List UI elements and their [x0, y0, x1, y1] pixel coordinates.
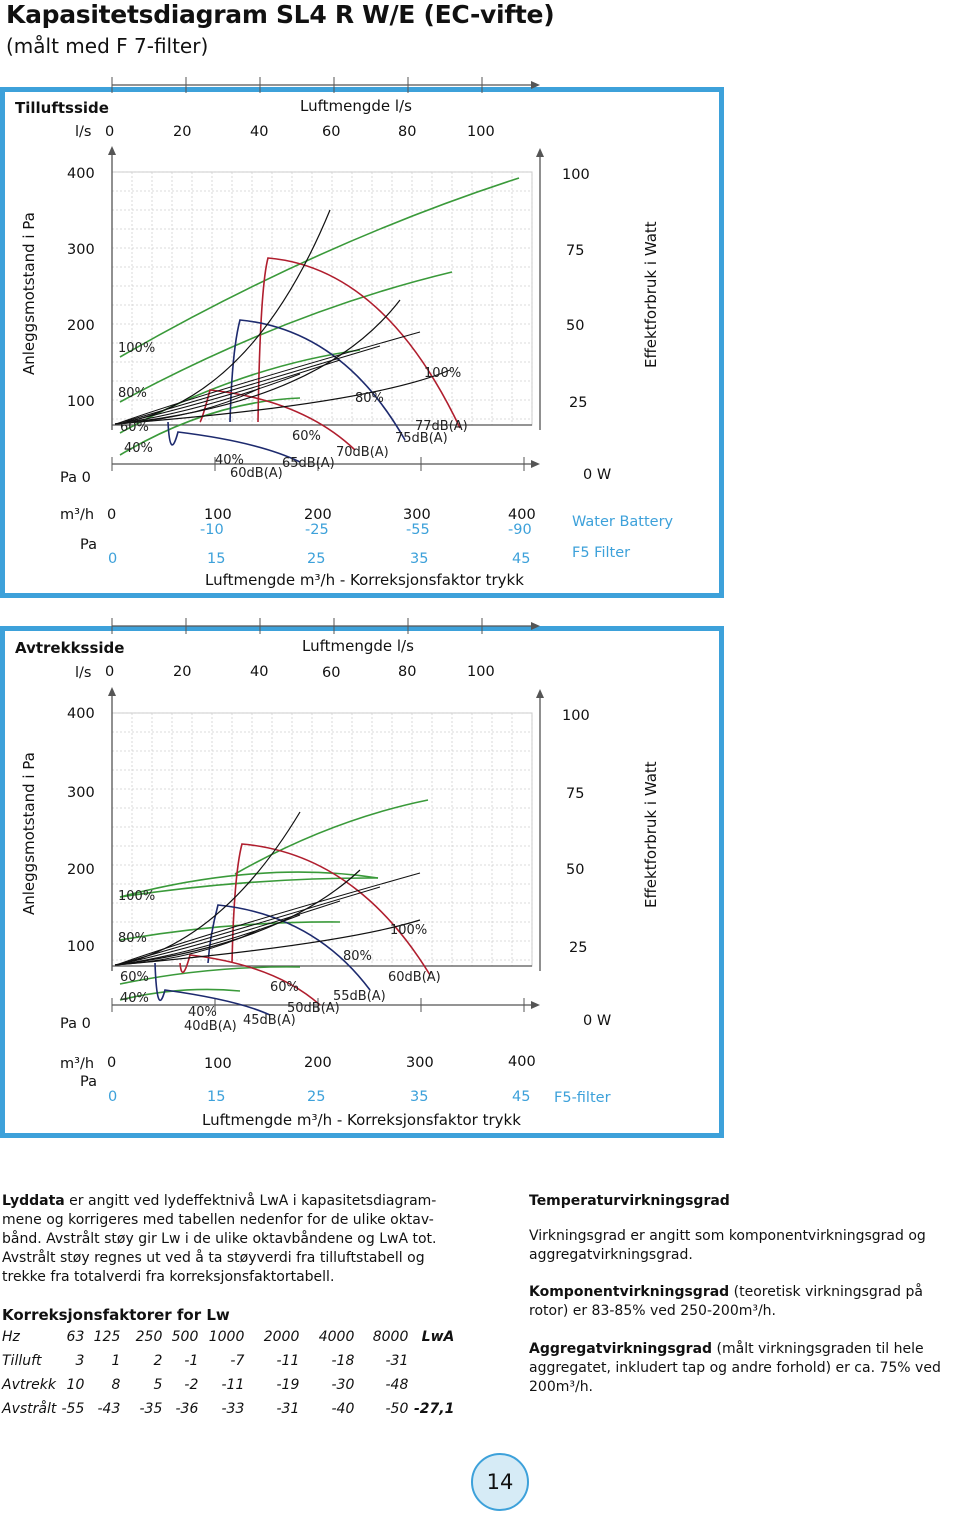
exhaust-pa-zero: Pa 0	[60, 1016, 91, 1032]
supply-ls-tick: 80	[398, 124, 417, 140]
correction-table-title: Korreksjonsfaktorer for Lw	[2, 1306, 230, 1324]
aggregate-efficiency	[529, 1340, 949, 1397]
table-cell: 1000	[208, 1329, 245, 1345]
page-number: 14	[471, 1453, 529, 1511]
curve-label: 55dB(A)	[333, 989, 386, 1004]
component-efficiency-bold: Komponentvirkningsgrad	[529, 1284, 730, 1300]
table-cell: -35	[139, 1401, 163, 1417]
table-cell: 8	[111, 1377, 121, 1393]
exhaust-title: Avtrekksside	[15, 639, 125, 657]
exhaust-ls-tick: 20	[173, 664, 192, 680]
table-cell: -40	[331, 1401, 355, 1417]
curve-label: 60dB(A)	[388, 970, 441, 985]
supply-left-axis-title: Anleggsmotstand i Pa	[20, 212, 38, 375]
supply-top-axis-title: Luftmengde l/s	[300, 97, 412, 115]
supply-water-corr: -25	[305, 522, 329, 538]
supply-m3h-tick: 300	[403, 507, 431, 523]
exhaust-f5-corr: 45	[512, 1089, 531, 1105]
supply-legend-filter: F5 Filter	[572, 545, 631, 561]
table-cell: 3	[75, 1353, 85, 1369]
exhaust-pa-tick: 200	[67, 862, 95, 878]
supply-w-zero: 0 W	[583, 467, 612, 483]
exhaust-f5-corr: 15	[207, 1089, 226, 1105]
supply-pa-tick: 200	[67, 318, 95, 334]
supply-ls-tick: 20	[173, 124, 192, 140]
pressure-curve	[180, 955, 320, 1005]
table-cell: 2000	[263, 1329, 300, 1345]
curve-label: 40%	[215, 453, 244, 468]
supply-ls-unit: l/s	[75, 124, 92, 140]
curve-label: 60%	[120, 420, 149, 435]
curve-label: 60%	[292, 429, 321, 444]
table-cell: -11	[276, 1353, 300, 1369]
supply-right-axis-title: Effektforbruk i Watt	[642, 221, 660, 368]
exhaust-w-tick: 25	[569, 940, 588, 956]
lyddata-text: er angitt ved lydeffektnivå LwA i kapasitetsdiagram-mene og korrigeres med tabellen nedenfor for de ulike oktav-bånd. Avstrålt støy gir Lw i de ulike oktavbåndene og LwA tot. Avstrålt støy regnes ut ved å ta støyverdi fra tilluftstabell og trekke fra totalverdi fra korreksjonsfaktortabell.	[2, 1193, 437, 1285]
table-row	[2, 1325, 454, 1349]
supply-pa-zero: Pa 0	[60, 470, 91, 486]
curve-label: 40%	[120, 991, 149, 1006]
curve-label: 40%	[188, 1005, 217, 1020]
correction-table	[2, 1325, 454, 1421]
table-row	[2, 1349, 454, 1373]
supply-bottom-axis-title: Luftmengde m³/h - Korreksjonsfaktor trykk	[205, 571, 524, 589]
curve-label: 60dB(A)	[230, 466, 283, 481]
exhaust-w-tick: 75	[566, 786, 585, 802]
curve-label: 40%	[124, 441, 153, 456]
table-cell: 1	[111, 1353, 121, 1369]
component-efficiency-text: (teoretisk virkningsgrad på rotor) er 83-85% ved 250-200m³/h.	[529, 1284, 923, 1319]
curve-label: 80%	[343, 949, 372, 964]
table-cell: Avtrekk	[2, 1377, 56, 1393]
aggregate-efficiency-text: (målt virkningsgraden til hele aggregatet, inkludert tap og andre forhold) er ca. 75% ved 200m³/h.	[529, 1341, 941, 1395]
exhaust-m3h-tick: 400	[508, 1054, 536, 1070]
table-cell: LwA	[421, 1329, 455, 1345]
supply-m3h-unit: m³/h	[60, 507, 95, 523]
table-cell: 125	[93, 1329, 121, 1345]
exhaust-pa-tick: 100	[67, 939, 95, 955]
table-cell: -1	[184, 1353, 199, 1369]
curve-label: 80%	[355, 391, 384, 406]
table-cell: -43	[97, 1401, 121, 1417]
exhaust-w-zero: 0 W	[583, 1013, 612, 1029]
power-curve	[120, 922, 340, 940]
lyddata-bold: Lyddata	[2, 1193, 65, 1209]
curve-label: 40dB(A)	[184, 1019, 237, 1034]
table-cell: -48	[385, 1377, 409, 1393]
table-cell	[408, 1373, 454, 1397]
table-cell: 2	[153, 1353, 163, 1369]
table-cell: -11	[221, 1377, 245, 1393]
curve-label: 60%	[270, 980, 299, 995]
supply-f5-corr: 35	[410, 551, 429, 567]
supply-f5-corr: 15	[207, 551, 226, 567]
supply-m3h-tick: 200	[304, 507, 332, 523]
table-cell: -27,1	[414, 1401, 455, 1417]
curve-label: 100%	[390, 923, 428, 938]
table-cell: -33	[221, 1401, 245, 1417]
table-cell: Avstrålt	[2, 1401, 57, 1417]
table-cell: -55	[61, 1401, 85, 1417]
table-cell: Hz	[2, 1329, 20, 1345]
supply-water-corr: -10	[200, 522, 224, 538]
exhaust-m3h-tick: 0	[107, 1055, 117, 1071]
supply-w-tick: 25	[569, 395, 588, 411]
table-cell: -50	[385, 1401, 409, 1417]
exhaust-m3h-tick: 300	[406, 1055, 434, 1071]
table-cell: -30	[331, 1377, 355, 1393]
exhaust-m3h-tick: 200	[304, 1055, 332, 1071]
curve-label: 70dB(A)	[336, 445, 389, 460]
table-cell: -18	[331, 1353, 355, 1369]
table-cell: Tilluft	[2, 1353, 42, 1369]
table-cell: -2	[184, 1377, 199, 1393]
curve-label: 100%	[118, 889, 156, 904]
pressure-curve	[232, 844, 430, 975]
exhaust-f5-corr: 25	[307, 1089, 326, 1105]
table-cell	[408, 1349, 454, 1373]
curve-label: 77dB(A)	[415, 419, 468, 434]
table-cell: 4000	[318, 1329, 355, 1345]
curve-label: 80%	[118, 931, 147, 946]
supply-f5-corr: 25	[307, 551, 326, 567]
table-cell: 5	[153, 1377, 163, 1393]
lyddata-paragraph	[2, 1192, 447, 1287]
table-cell: 500	[171, 1329, 199, 1345]
exhaust-left-axis-title: Anleggsmotstand i Pa	[20, 752, 38, 915]
exhaust-w-tick: 100	[562, 708, 590, 724]
curve-label: 65dB(A)	[282, 456, 335, 471]
exhaust-ls-tick: 80	[398, 664, 417, 680]
db-line	[116, 887, 380, 965]
exhaust-ls-tick: 0	[105, 664, 115, 680]
curve-label: 100%	[118, 341, 156, 356]
supply-w-tick: 100	[562, 167, 590, 183]
exhaust-f5-corr: 35	[410, 1089, 429, 1105]
supply-pa-tick: 300	[67, 242, 95, 258]
exhaust-pa-unit: Pa	[80, 1074, 97, 1090]
page-subtitle: (målt med F 7-filter)	[6, 34, 209, 58]
table-cell: 63	[66, 1329, 85, 1345]
supply-m3h-tick: 400	[508, 507, 536, 523]
exhaust-w-tick: 50	[566, 862, 585, 878]
exhaust-ls-tick: 60	[322, 665, 341, 681]
supply-legend-water: Water Battery	[572, 514, 674, 530]
table-cell: -19	[276, 1377, 300, 1393]
supply-w-tick: 75	[566, 243, 585, 259]
curve-label: 60%	[120, 970, 149, 985]
supply-m3h-tick: 0	[107, 507, 117, 523]
supply-pa-tick: 100	[67, 394, 95, 410]
supply-ls-tick: 100	[467, 124, 495, 140]
exhaust-top-axis-title: Luftmengde l/s	[302, 637, 414, 655]
table-cell: 8000	[372, 1329, 409, 1345]
exhaust-legend-filter: F5-filter	[554, 1090, 611, 1106]
bottom-axis-arrow	[531, 1001, 540, 1009]
right-axis-arrow	[536, 689, 544, 698]
supply-w-tick: 50	[566, 318, 585, 334]
table-cell: -31	[385, 1353, 409, 1369]
supply-water-corr: -90	[508, 522, 532, 538]
table-cell: -36	[175, 1401, 199, 1417]
supply-f5-corr: 45	[512, 551, 531, 567]
curve-label: 80%	[118, 386, 147, 401]
curve-label: 75dB(A)	[395, 431, 448, 446]
curve-label: 50dB(A)	[287, 1001, 340, 1016]
component-efficiency	[529, 1283, 959, 1321]
supply-ls-tick: 60	[322, 124, 341, 140]
exhaust-ls-unit: l/s	[75, 665, 92, 681]
table-cell: -31	[276, 1401, 300, 1417]
table-cell: 250	[135, 1329, 163, 1345]
exhaust-right-axis-title: Effektforbruk i Watt	[642, 761, 660, 908]
top-axis-arrow	[531, 622, 540, 630]
left-axis-arrow	[108, 687, 116, 696]
exhaust-pa-tick: 400	[67, 706, 95, 722]
supply-title: Tilluftsside	[15, 99, 109, 117]
exhaust-bottom-axis-title: Luftmengde m³/h - Korreksjonsfaktor trykk	[202, 1111, 521, 1129]
aggregate-efficiency-bold: Aggregatvirkningsgrad	[529, 1341, 713, 1357]
table-cell: 10	[66, 1377, 85, 1393]
supply-f5-corr: 0	[108, 551, 118, 567]
supply-ls-tick: 0	[105, 124, 115, 140]
supply-pa-tick: 400	[67, 166, 95, 182]
curve-label: 100%	[424, 366, 462, 381]
supply-water-corr: -55	[406, 522, 430, 538]
efficiency-intro: Virkningsgrad er angitt som komponentvirkningsgrad og aggregatvirkningsgrad.	[529, 1228, 926, 1263]
supply-m3h-tick: 100	[204, 507, 232, 523]
table-cell: -7	[230, 1353, 245, 1369]
exhaust-f5-corr: 0	[108, 1089, 118, 1105]
exhaust-ls-tick: 100	[467, 664, 495, 680]
table-row	[2, 1373, 454, 1397]
exhaust-pa-tick: 300	[67, 785, 95, 801]
supply-pa-unit: Pa	[80, 537, 97, 553]
temp-efficiency-heading: Temperaturvirkningsgrad	[529, 1193, 730, 1209]
table-row	[2, 1397, 454, 1421]
page-title: Kapasitetsdiagram SL4 R W/E (EC-vifte)	[6, 0, 555, 29]
supply-ls-tick: 40	[250, 124, 269, 140]
curve-label: 45dB(A)	[243, 1013, 296, 1028]
exhaust-m3h-tick: 100	[204, 1056, 232, 1072]
exhaust-m3h-unit: m³/h	[60, 1056, 95, 1072]
exhaust-ls-tick: 40	[250, 664, 269, 680]
